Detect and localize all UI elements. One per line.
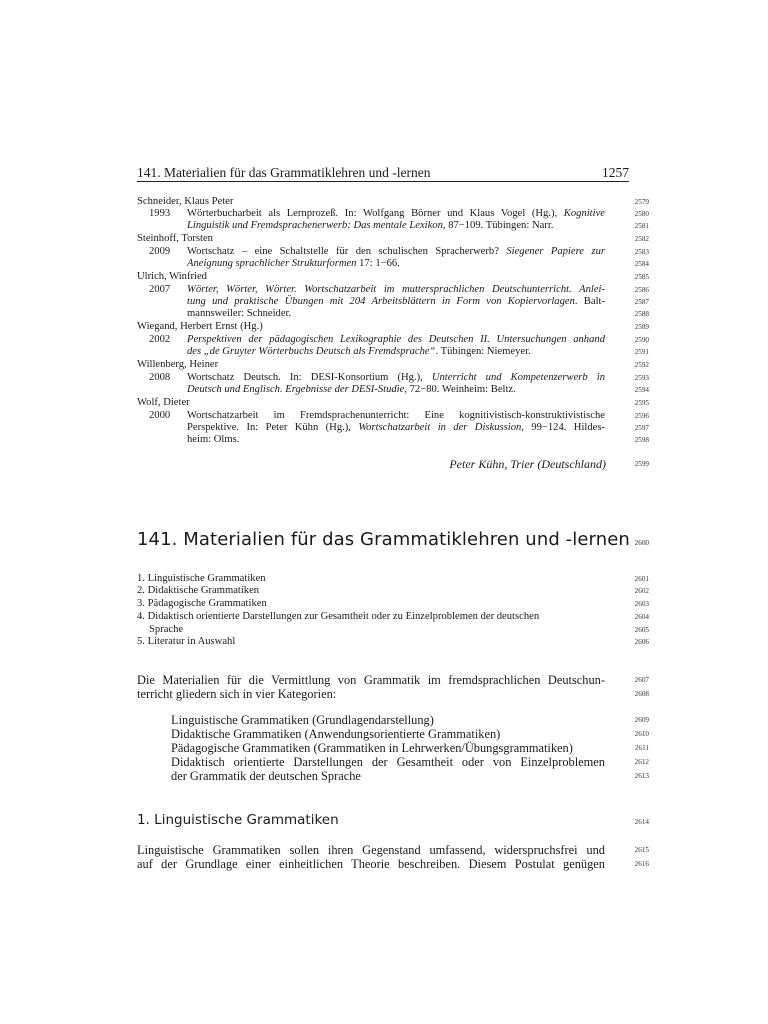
bib-year: 2008 [149, 372, 171, 383]
line-number: 2594 [634, 386, 649, 394]
section-heading: 1. Linguistische Grammatiken [137, 812, 339, 828]
bib-entry-line: Deutsch und Englisch. Ergebnisse der DESI-Studie, 72−80. Weinheim: Beltz. [187, 384, 516, 395]
line-number: 2613 [634, 772, 649, 780]
article-title: 141. Materialien für das Grammatiklehren und -lernen [137, 529, 630, 550]
bib-entry-line: mannsweiler: Schneider. [187, 308, 292, 319]
bib-entry-line: tung und praktische Übungen mit 204 Arbeitsblättern in Form von Kopiervorlagen. Balt- [187, 296, 605, 307]
toc-item: 1. Linguistische Grammatiken [137, 573, 266, 584]
line-number: 2604 [634, 613, 649, 621]
line-number: 2581 [634, 222, 649, 230]
line-number: 2595 [634, 399, 649, 407]
bib-entry-line: Wortschatz – eine Schaltstelle für den schulischen Spracherwerb? Siegener Papiere zur [187, 246, 605, 257]
toc-item: 3. Pädagogische Grammatiken [137, 598, 267, 609]
page-number: 1257 [602, 165, 629, 180]
bib-entry-line: Perspektive. In: Peter Kühn (Hg.), Wortschatzarbeit in der Diskussion, 99−124. Hildes- [187, 422, 605, 433]
category-item: Didaktische Grammatiken (Anwendungsorientierte Grammatiken) [171, 727, 501, 741]
line-number: 2605 [634, 626, 649, 634]
line-number: 2608 [634, 690, 649, 698]
bib-author: Schneider, Klaus Peter [137, 196, 234, 207]
body-text-line: auf der Grundlage einer einheitlichen Theorie beschreiben. Diesem Postulat genügen [137, 857, 605, 871]
line-number: 2614 [634, 818, 649, 826]
bib-entry-line: Wortschatz Deutsch. In: DESI-Konsortium (Hg.), Unterricht und Kompetenzerwerb in [187, 372, 606, 383]
toc-item: 5. Literatur in Auswahl [137, 636, 236, 647]
bib-year: 2009 [149, 246, 171, 257]
author-signature: Peter Kühn, Trier (Deutschland) [449, 457, 606, 471]
line-number: 2584 [634, 260, 649, 268]
line-number: 2580 [634, 210, 649, 218]
line-number: 2616 [634, 860, 649, 868]
line-number: 2612 [634, 758, 649, 766]
category-item-continuation: der Grammatik der deutschen Sprache [171, 769, 361, 783]
bib-entry-line: Aneignung sprachlicher Strukturformen 17: 1−66. [187, 258, 400, 269]
line-number: 2590 [634, 336, 649, 344]
line-number: 2611 [634, 744, 649, 752]
line-number: 2582 [634, 235, 649, 243]
bib-entry-line: Wortschatzarbeit im Fremdsprachenunterricht: Eine kognitivistisch-konstruktivistische [187, 410, 605, 421]
line-number: 2592 [634, 361, 649, 369]
line-number: 2593 [634, 374, 649, 382]
line-number: 2598 [634, 436, 649, 444]
line-number: 2603 [634, 600, 649, 608]
line-number: 2585 [634, 273, 649, 281]
body-text-line: Die Materialien für die Vermittlung von Grammatik im fremdsprachlichen Deutschun- [137, 673, 605, 687]
bib-author: Willenberg, Heiner [137, 359, 219, 370]
category-item: Linguistische Grammatiken (Grundlagendarstellung) [171, 713, 434, 727]
body-text-line: Linguistische Grammatiken sollen ihren Gegenstand umfassend, widerspruchsfrei und [137, 843, 605, 857]
bib-author: Wiegand, Herbert Ernst (Hg.) [137, 321, 263, 332]
line-number: 2599 [634, 460, 649, 468]
body-text-line: terricht gliedern sich in vier Kategorien: [137, 687, 337, 701]
line-number: 2588 [634, 310, 649, 318]
toc-item-continuation: Sprache [149, 624, 184, 635]
line-number: 2583 [634, 248, 649, 256]
line-number: 2600 [634, 539, 649, 547]
bib-author: Wolf, Dieter [137, 397, 190, 408]
category-item: Didaktisch orientierte Darstellungen der Gesamtheit oder von Einzelproblemen [171, 755, 605, 769]
line-number: 2579 [634, 198, 649, 206]
line-number: 2609 [634, 716, 649, 724]
bib-entry-line: Perspektiven der pädagogischen Lexikographie des Deutschen II. Untersuchungen anhand [187, 334, 605, 345]
bib-year: 2000 [149, 410, 171, 421]
bib-entry-line: des „de Gruyter Wörterbuchs Deutsch als Fremdsprache“. Tübingen: Niemeyer. [187, 346, 531, 357]
line-number: 2601 [634, 575, 649, 583]
bib-author: Steinhoff, Torsten [137, 233, 213, 244]
category-item: Pädagogische Grammatiken (Grammatiken in Lehrwerken/Übungsgrammatiken) [171, 741, 573, 755]
toc-item: 2. Didaktische Grammatiken [137, 585, 260, 596]
line-number: 2589 [634, 323, 649, 331]
bib-entry-line: Wörterbucharbeit als Lernprozeß. In: Wolfgang Börner und Klaus Vogel (Hg.), Kognitive [187, 208, 605, 219]
line-number: 2615 [634, 846, 649, 854]
bib-entry-line: heim: Olms. [187, 434, 240, 445]
bib-year: 2007 [149, 284, 171, 295]
line-number: 2610 [634, 730, 649, 738]
bib-year: 1993 [149, 208, 171, 219]
line-number: 2596 [634, 412, 649, 420]
bib-entry-line: Wörter, Wörter, Wörter. Wortschatzarbeit im muttersprachlichen Deutschunterricht. Anlei- [187, 284, 605, 295]
line-number: 2602 [634, 587, 649, 595]
line-number: 2587 [634, 298, 649, 306]
line-number: 2591 [634, 348, 649, 356]
running-header-title: 141. Materialien für das Grammatiklehren und -lernen [137, 165, 431, 180]
line-number: 2586 [634, 286, 649, 294]
line-number: 2606 [634, 638, 649, 646]
running-header [137, 164, 629, 182]
toc-item: 4. Didaktisch orientierte Darstellungen zur Gesamtheit oder zu Einzelproblemen der deutschen [137, 611, 540, 622]
line-number: 2607 [634, 676, 649, 684]
line-number: 2597 [634, 424, 649, 432]
bib-year: 2002 [149, 334, 171, 345]
bib-author: Ulrich, Winfried [137, 271, 207, 282]
bib-entry-line: Linguistik und Fremdsprachenerwerb: Das mentale Lexikon, 87−109. Tübingen: Narr. [187, 220, 554, 231]
